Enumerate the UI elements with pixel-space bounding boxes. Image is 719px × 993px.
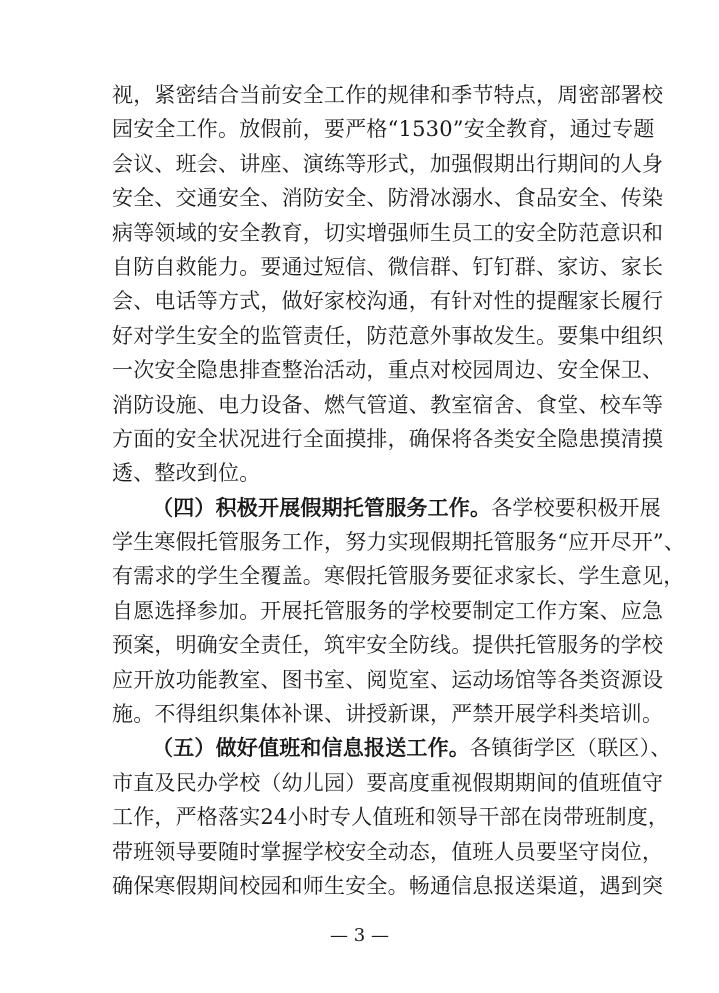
section-4-first-line xyxy=(112,491,661,525)
section-4-first-line-text: 各学校要积极开展 xyxy=(491,495,661,520)
paragraph-line: 预案，明确安全责任，筑牢安全防线。提供托管服务的学校 xyxy=(112,633,664,658)
paragraph-line: 好对学生安全的监管责任，防范意外事故发生。要集中组织 xyxy=(112,323,664,348)
paragraph-line: 自愿选择参加。开展托管服务的学校要制定工作方案、应急 xyxy=(112,598,664,623)
paragraph-line: 应开放功能教室、图书室、阅览室、运动场馆等各类资源设 xyxy=(112,667,664,692)
paragraph-line: 会议、班会、讲座、演练等形式，加强假期出行期间的人身 xyxy=(112,151,664,176)
paragraph-line: 会、电话等方式，做好家校沟通，有针对性的提醒家长履行 xyxy=(112,289,664,314)
paragraph-line: 工作，严格落实24小时专人值班和领导干部在岗带班制度， xyxy=(112,805,670,830)
paragraph-line: 安全、交通安全、消防安全、防滑冰溺水、食品安全、传染 xyxy=(112,186,664,211)
paragraph-line: 一次安全隐患排查整治活动，重点对校园周边、安全保卫、 xyxy=(112,358,664,383)
paragraph-line: 学生寒假托管服务工作，努力实现假期托管服务“应开尽开”、 xyxy=(112,530,686,555)
paragraph-line: 视，紧密结合当前安全工作的规律和季节特点，周密部署校 xyxy=(112,83,664,107)
section-5-heading: （五）做好值班和信息报送工作。 xyxy=(152,735,470,761)
paragraph-line: 有需求的学生全覆盖。寒假托管服务要征求家长、学生意见， xyxy=(112,564,685,589)
paragraph-line: 病等领域的安全教育，切实增强师生员工的安全防范意识和 xyxy=(112,220,664,245)
paragraph-line: 消防设施、电力设备、燃气管道、教室宿舍、食堂、校车等 xyxy=(112,392,664,417)
section-4-heading: （四）积极开展假期托管服务工作。 xyxy=(152,494,492,520)
paragraph-line: 确保寒假期间校园和师生安全。畅通信息报送渠道，遇到突 xyxy=(112,873,664,898)
section-5-first-line xyxy=(112,731,672,765)
page-number: — 3 — xyxy=(330,925,389,946)
body-text xyxy=(112,78,686,903)
paragraph-line: 方面的安全状况进行全面摸排，确保将各类安全隐患摸清摸 xyxy=(112,426,664,451)
section-5-first-line-text: 各镇街学区（联区）、 xyxy=(470,736,672,761)
paragraph-line: 施。不得组织集体补课、讲授新课，严禁开展学科类培训。 xyxy=(112,702,664,727)
paragraph-line: 透、整改到位。 xyxy=(112,461,261,486)
paragraph-line: 园安全工作。放假前，要严格“1530”安全教育，通过专题 xyxy=(112,117,655,142)
paragraph-line: 市直及民办学校（幼儿园）要高度重视假期期间的值班值守 xyxy=(112,770,664,795)
paragraph-line: 带班领导要随时掌握学校安全动态，值班人员要坚守岗位， xyxy=(112,839,664,864)
paragraph-line: 自防自救能力。要通过短信、微信群、钉钉群、家访、家长 xyxy=(112,254,664,279)
